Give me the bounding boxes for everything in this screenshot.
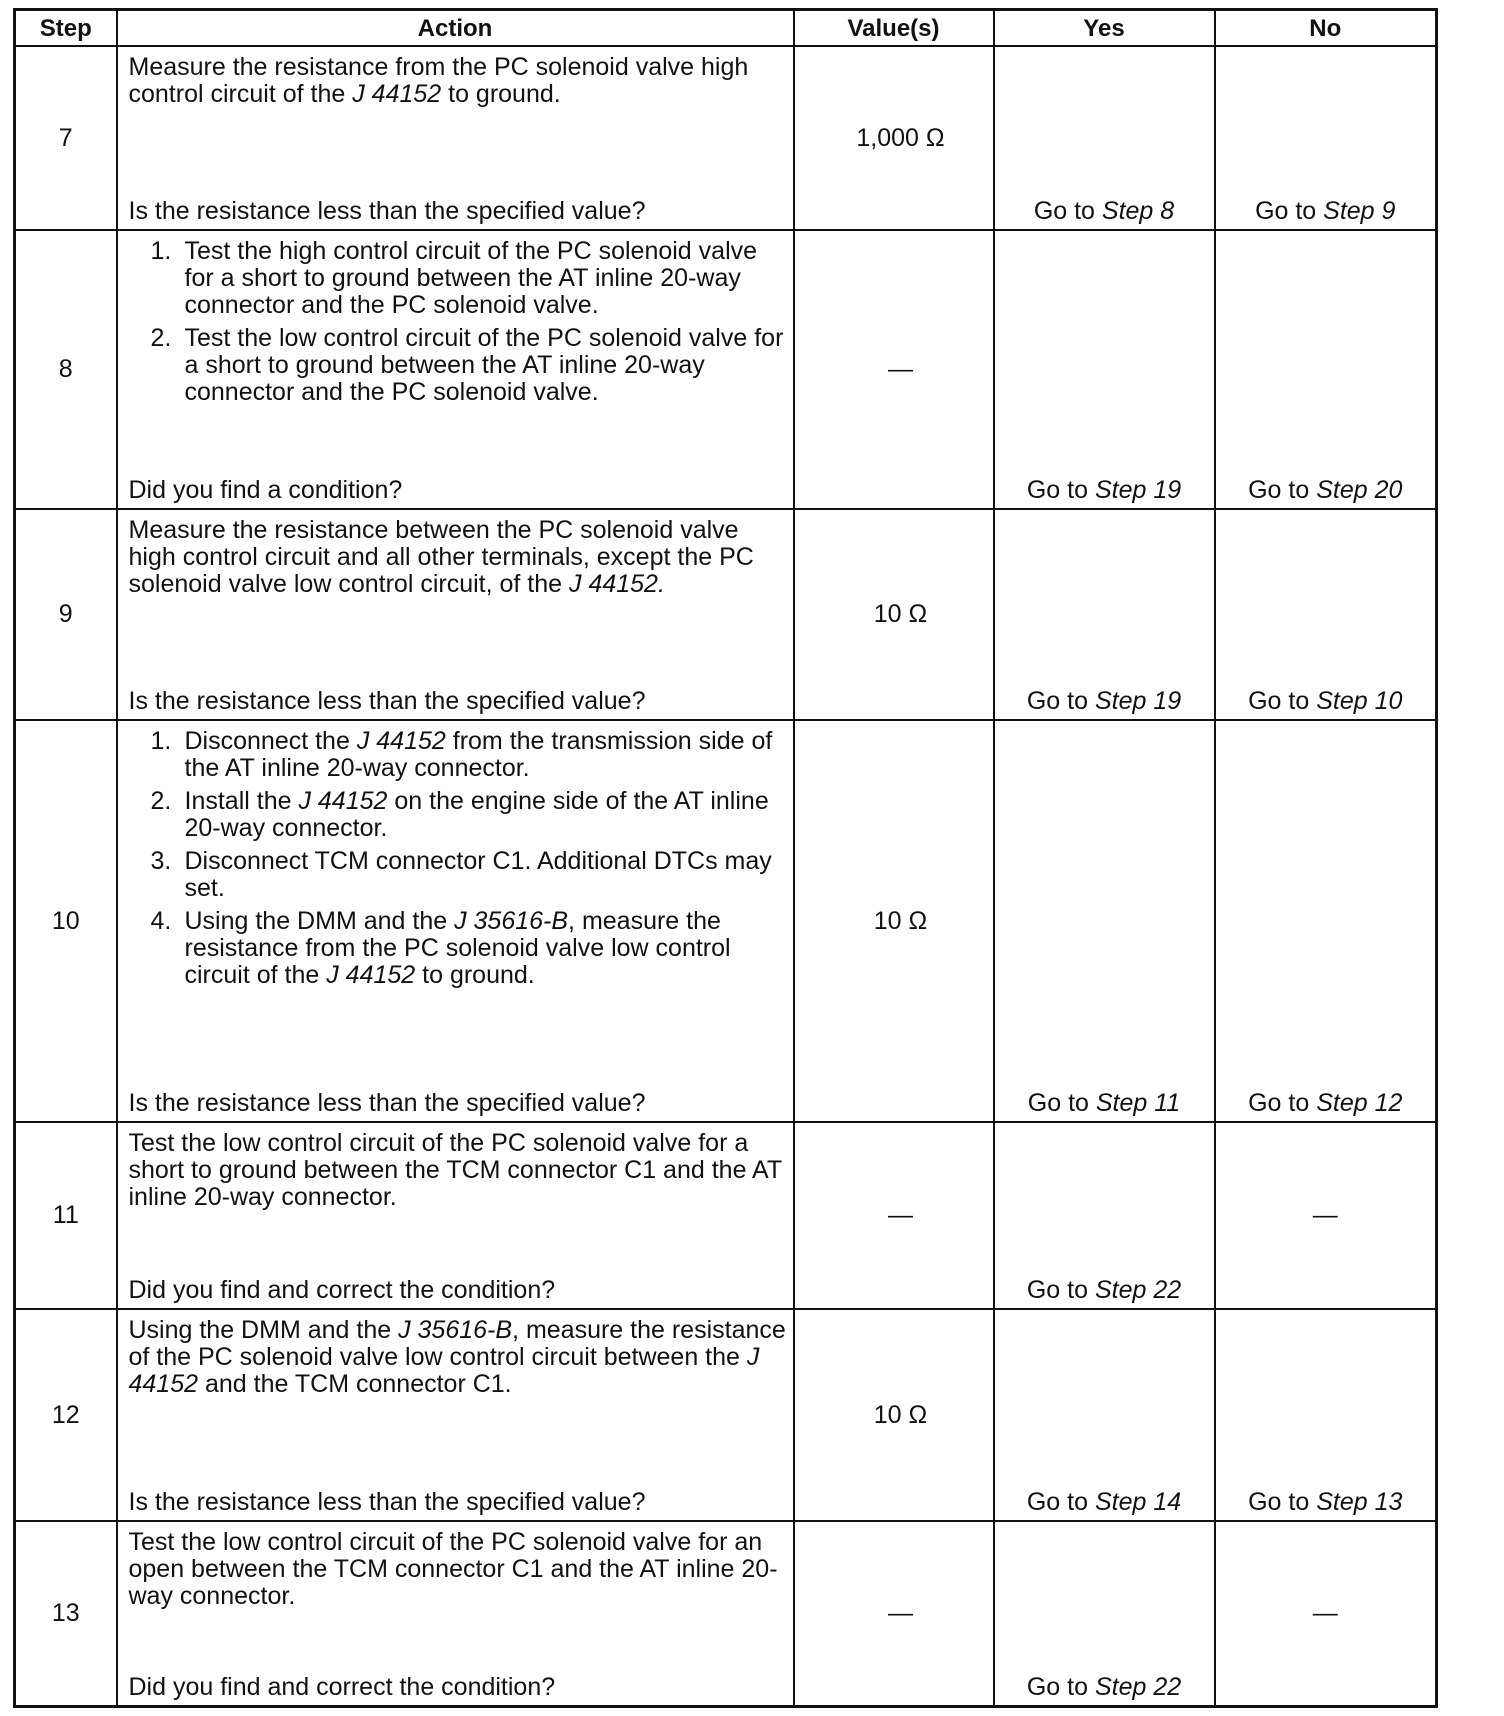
- list-item: [129, 325, 789, 406]
- instruction-segment: Measure the resistance between the PC solenoid valve high control circuit and all other terminals, except the PC solenoid valve low control circuit, of the: [128, 516, 754, 598]
- diagnostic-steps-table: [13, 8, 1438, 1708]
- step-reference: Step 9: [1323, 197, 1396, 225]
- step-reference: Step 13: [1316, 1488, 1403, 1516]
- value-cell: —: [794, 230, 994, 509]
- list-item: [129, 908, 789, 989]
- question-text: Did you find and correct the condition?: [128, 1276, 556, 1304]
- yes-cell: [994, 509, 1215, 720]
- item-text: [185, 908, 789, 989]
- step-reference: Step 8: [1101, 197, 1175, 225]
- item-number: 4.: [150, 907, 172, 935]
- go-to-label: Go to: [1026, 476, 1095, 504]
- step-reference: Step 10: [1316, 687, 1403, 715]
- action-content: [118, 47, 793, 229]
- no-cell: —: [1215, 1122, 1437, 1309]
- step-reference: Step 11: [1095, 1089, 1181, 1117]
- tool-reference: J 44152: [352, 80, 442, 108]
- instruction-text: [129, 54, 789, 108]
- tool-reference: J 35616-B: [398, 1316, 513, 1344]
- action-content: [118, 510, 793, 719]
- no-cell: —: [1215, 1521, 1437, 1707]
- item-text: Test the low control circuit of the PC solenoid valve for a short to ground between the AT inline 20-way connector and the PC solenoid valve.: [184, 324, 784, 406]
- go-to-label: Go to: [1255, 197, 1324, 225]
- header-step: Step: [15, 10, 117, 47]
- list-item: [129, 238, 789, 319]
- no-cell: [1215, 46, 1437, 230]
- header-row: [15, 10, 1437, 47]
- action-cell: [117, 1521, 794, 1707]
- instruction-segment: , measure the resistance of the PC solenoid valve low control circuit between the: [128, 1316, 786, 1371]
- item-number: 2.: [150, 787, 172, 815]
- value-cell: 10 Ω: [794, 1309, 994, 1521]
- tool-reference: J 44152: [356, 727, 446, 755]
- question-text: Is the resistance less than the specified value?: [128, 687, 646, 715]
- yes-cell: [994, 46, 1215, 230]
- instruction-text: [129, 517, 789, 598]
- action-content: [118, 1123, 793, 1308]
- tool-reference: J 44152: [128, 1343, 760, 1398]
- instruction-text: [129, 1130, 789, 1211]
- instruction-segment: Test the low control circuit of the PC solenoid valve for an open between the TCM connector C1 and the AT inline 20-way connector.: [128, 1528, 778, 1610]
- go-to-label: Go to: [1026, 687, 1095, 715]
- header-yes: Yes: [994, 10, 1215, 47]
- go-to-label: Go to: [1248, 1089, 1317, 1117]
- yes-cell: [994, 1521, 1215, 1707]
- instruction-segment: Using the DMM and the: [184, 907, 455, 935]
- step-number: 7: [15, 46, 117, 230]
- item-number: 3.: [150, 847, 172, 875]
- question-text: Is the resistance less than the specified value?: [128, 1089, 646, 1117]
- yes-cell: [994, 1309, 1215, 1521]
- question-text: Is the resistance less than the specified value?: [128, 1488, 646, 1516]
- value-cell: 1,000 Ω: [794, 46, 994, 230]
- table-row: [15, 720, 1437, 1122]
- step-reference: Step 14: [1094, 1488, 1182, 1516]
- step-number: 9: [15, 509, 117, 720]
- yes-cell: [994, 1122, 1215, 1309]
- instruction-text: [129, 1529, 789, 1610]
- item-text: [185, 728, 789, 782]
- go-to-label: Go to: [1248, 1488, 1317, 1516]
- step-number: 8: [15, 230, 117, 509]
- go-to-label: Go to: [1248, 476, 1317, 504]
- table-row: [15, 1309, 1437, 1521]
- step-number: 13: [15, 1521, 117, 1707]
- instruction-segment: on the engine side of the AT inline 20-way connector.: [184, 787, 769, 842]
- item-text: Test the high control circuit of the PC solenoid valve for a short to ground between the AT inline 20-way connector and the PC solenoid valve.: [184, 237, 758, 319]
- tool-reference: J 35616-B: [454, 907, 569, 935]
- go-to-label: Go to: [1026, 1673, 1095, 1701]
- item-text: Disconnect TCM connector C1. Additional DTCs may set.: [184, 847, 772, 902]
- action-cell: [117, 509, 794, 720]
- value-cell: 10 Ω: [794, 720, 994, 1122]
- instruction-segment: Install the: [184, 787, 299, 815]
- step-number: 11: [15, 1122, 117, 1309]
- header-action: Action: [117, 10, 794, 47]
- no-cell: [1215, 230, 1437, 509]
- item-text: [185, 788, 789, 842]
- yes-cell: [994, 230, 1215, 509]
- action-cell: [117, 230, 794, 509]
- instruction-segment: Test the low control circuit of the PC solenoid valve for a short to ground between the TCM connector C1 and the AT inline 20-way connector.: [128, 1129, 782, 1211]
- action-content: [118, 1310, 793, 1520]
- question-text: Is the resistance less than the specified value?: [128, 197, 646, 225]
- instruction-segment: to ground.: [441, 80, 561, 108]
- instruction-segment: Using the DMM and the: [128, 1316, 399, 1344]
- go-to-label: Go to: [1026, 1276, 1095, 1304]
- instruction-segment: to ground.: [415, 961, 535, 989]
- list-item: [129, 848, 789, 902]
- value-cell: 10 Ω: [794, 509, 994, 720]
- action-content: [118, 1522, 793, 1705]
- item-number: 2.: [150, 324, 172, 352]
- tool-reference: J 44152: [298, 787, 388, 815]
- yes-cell: [994, 720, 1215, 1122]
- value-cell: —: [794, 1122, 994, 1309]
- go-to-label: Go to: [1026, 1488, 1095, 1516]
- instruction-text: [129, 1317, 789, 1398]
- step-number: 12: [15, 1309, 117, 1521]
- tool-reference: J 44152: [326, 961, 416, 989]
- step-reference: Step 22: [1094, 1276, 1182, 1304]
- table-row: [15, 46, 1437, 230]
- item-number: 1.: [150, 727, 172, 755]
- no-cell: [1215, 720, 1437, 1122]
- step-number: 10: [15, 720, 117, 1122]
- question-text: Did you find and correct the condition?: [128, 1673, 556, 1701]
- question-text: Did you find a condition?: [128, 476, 403, 504]
- action-cell: [117, 720, 794, 1122]
- step-reference: Step 22: [1094, 1673, 1182, 1701]
- go-to-label: Go to: [1027, 1089, 1096, 1117]
- item-number: 1.: [150, 237, 172, 265]
- tool-reference: J 44152.: [569, 570, 665, 598]
- instruction-segment: from the transmission side of the AT inline 20-way connector.: [184, 727, 773, 782]
- action-cell: [117, 46, 794, 230]
- action-cell: [117, 1309, 794, 1521]
- table-row: [15, 1122, 1437, 1309]
- table-row: [15, 230, 1437, 509]
- action-content: [118, 721, 793, 1121]
- list-item: [129, 728, 789, 782]
- step-reference: Step 20: [1316, 476, 1403, 504]
- no-cell: [1215, 509, 1437, 720]
- list-item: [129, 788, 789, 842]
- header-values: Value(s): [794, 10, 994, 47]
- go-to-label: Go to: [1248, 687, 1317, 715]
- action-content: [118, 231, 793, 508]
- instruction-segment: and the TCM connector C1.: [198, 1370, 512, 1398]
- instruction-list: [129, 238, 789, 406]
- table-row: [15, 509, 1437, 720]
- step-reference: Step 12: [1316, 1089, 1403, 1117]
- instruction-segment: Measure the resistance from the PC solenoid valve high control circuit of the: [128, 53, 749, 108]
- value-cell: —: [794, 1521, 994, 1707]
- instruction-segment: Disconnect the: [184, 727, 357, 755]
- instruction-segment: , measure the resistance from the PC solenoid valve low control circuit of the: [184, 907, 731, 989]
- table-row: [15, 1521, 1437, 1707]
- step-reference: Step 19: [1094, 687, 1182, 715]
- action-cell: [117, 1122, 794, 1309]
- header-no: No: [1215, 10, 1437, 47]
- step-reference: Step 19: [1094, 476, 1182, 504]
- no-cell: [1215, 1309, 1437, 1521]
- go-to-label: Go to: [1033, 197, 1102, 225]
- instruction-list: [129, 728, 789, 989]
